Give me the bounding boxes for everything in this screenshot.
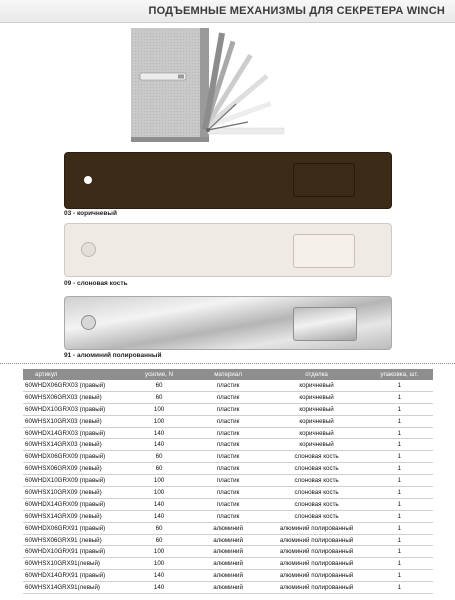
pack-cell: 1 [366, 415, 433, 427]
force-cell: 60 [129, 391, 188, 403]
mounting-hole-icon [84, 176, 92, 184]
force-cell: 140 [129, 510, 188, 522]
table-row [23, 439, 433, 451]
finish-cell: алюминий полированный [267, 582, 365, 594]
finish-cell: коричневый [267, 403, 365, 415]
table-row [23, 391, 433, 403]
article-cell: 60WHSX14GRX03 (левый) [23, 439, 129, 451]
table-row [23, 522, 433, 534]
finish-cell: алюминий полированный [267, 558, 365, 570]
force-cell: 100 [129, 546, 188, 558]
article-cell: 60WHDX10GRX03 (правый) [23, 403, 129, 415]
pack-cell: 1 [366, 475, 433, 487]
table-row [23, 380, 433, 391]
page-header [0, 0, 455, 23]
secretary-lid-opening-illustration [128, 26, 328, 146]
table-row [23, 534, 433, 546]
cabinet-body [131, 28, 205, 140]
finish-cell: слоновая кость [267, 487, 365, 499]
force-cell: 140 [129, 570, 188, 582]
article-cell: 60WHDX10GRX09 (правый) [23, 475, 129, 487]
material-cell: пластик [189, 498, 268, 510]
force-cell: 100 [129, 415, 188, 427]
material-cell: пластик [189, 475, 268, 487]
article-cell: 60WHSX06GRX91 (левый) [23, 534, 129, 546]
article-cell: 60WHDX06GRX09 (правый) [23, 451, 129, 463]
handle-recess [293, 307, 357, 341]
pack-cell: 1 [366, 582, 433, 594]
material-cell: пластик [189, 487, 268, 499]
article-cell: 60WHDX06GRX91 (правый) [23, 522, 129, 534]
material-cell: пластик [189, 463, 268, 475]
pack-cell: 1 [366, 439, 433, 451]
material-cell: пластик [189, 439, 268, 451]
table-row [23, 451, 433, 463]
finish-cell: слоновая кость [267, 475, 365, 487]
material-cell: алюминий [189, 582, 268, 594]
force-cell: 60 [129, 463, 188, 475]
column-header-pack: упаковка, шт. [366, 369, 433, 380]
force-cell: 100 [129, 558, 188, 570]
force-cell: 60 [129, 451, 188, 463]
table-row [23, 403, 433, 415]
swatch-aluminium [64, 296, 392, 350]
table-row [23, 582, 433, 594]
article-cell: 60WHDX06GRX03 (правый) [23, 380, 129, 391]
material-cell: алюминий [189, 534, 268, 546]
table-row [23, 415, 433, 427]
swatch-brown [64, 152, 392, 209]
pack-cell: 1 [366, 403, 433, 415]
finish-cell: алюминий полированный [267, 570, 365, 582]
finish-cell: коричневый [267, 415, 365, 427]
finish-cell: алюминий полированный [267, 546, 365, 558]
article-cell: 60WHSX10GRX09 (левый) [23, 487, 129, 499]
pack-cell: 1 [366, 391, 433, 403]
pack-cell: 1 [366, 570, 433, 582]
finish-cell: слоновая кость [267, 510, 365, 522]
pack-cell: 1 [366, 487, 433, 499]
force-cell: 140 [129, 498, 188, 510]
force-cell: 60 [129, 534, 188, 546]
page-title: ПОДЪЕМНЫЕ МЕХАНИЗМЫ ДЛЯ СЕКРЕТЕРА WINCH [148, 5, 445, 17]
article-cell: 60WHSX14GRX09 (левый) [23, 510, 129, 522]
force-cell: 100 [129, 487, 188, 499]
pack-cell: 1 [366, 510, 433, 522]
article-cell: 60WHDX10GRX91 (правый) [23, 546, 129, 558]
swatch-label-ivory: 09 - слоновая кость [64, 280, 128, 287]
finish-cell: коричневый [267, 391, 365, 403]
material-cell: пластик [189, 403, 268, 415]
finish-cell: алюминий полированный [267, 522, 365, 534]
table-row [23, 570, 433, 582]
material-cell: пластик [189, 391, 268, 403]
table-row [23, 558, 433, 570]
lid-positions [202, 32, 284, 134]
pack-cell: 1 [366, 380, 433, 391]
cabinet-lock [178, 75, 184, 79]
finish-cell: слоновая кость [267, 498, 365, 510]
material-cell: пластик [189, 510, 268, 522]
cabinet-base [131, 137, 209, 142]
force-cell: 100 [129, 475, 188, 487]
column-header-material: материал [189, 369, 268, 380]
force-cell: 140 [129, 582, 188, 594]
finish-cell: коричневый [267, 380, 365, 391]
finish-cell: слоновая кость [267, 451, 365, 463]
pack-cell: 1 [366, 522, 433, 534]
table-row [23, 498, 433, 510]
pack-cell: 1 [366, 463, 433, 475]
finish-cell: коричневый [267, 427, 365, 439]
swatch-label-aluminium: 91 - алюминий полированный [64, 352, 162, 359]
section-divider [0, 363, 455, 364]
article-cell: 60WHDX14GRX09 (правый) [23, 498, 129, 510]
article-cell: 60WHSX06GRX03 (левый) [23, 391, 129, 403]
table-row [23, 463, 433, 475]
pack-cell: 1 [366, 498, 433, 510]
swatch-ivory [64, 223, 392, 277]
handle-recess [293, 163, 355, 197]
material-cell: пластик [189, 427, 268, 439]
material-cell: алюминий [189, 570, 268, 582]
pack-cell: 1 [366, 558, 433, 570]
force-cell: 60 [129, 522, 188, 534]
pack-cell: 1 [366, 546, 433, 558]
material-cell: алюминий [189, 546, 268, 558]
force-cell: 100 [129, 403, 188, 415]
material-cell: алюминий [189, 558, 268, 570]
article-cell: 60WHDX14GRX03 (правый) [23, 427, 129, 439]
finish-cell: слоновая кость [267, 463, 365, 475]
article-cell: 60WHSX10GRX91(левый) [23, 558, 129, 570]
article-cell: 60WHSX06GRX09 (левый) [23, 463, 129, 475]
finish-cell: коричневый [267, 439, 365, 451]
pack-cell: 1 [366, 451, 433, 463]
force-cell: 140 [129, 439, 188, 451]
table-row [23, 427, 433, 439]
column-header-finish: отделка [267, 369, 365, 380]
column-header-article: артикул [23, 369, 129, 380]
handle-recess [293, 234, 355, 268]
finish-cell: алюминий полированный [267, 534, 365, 546]
mounting-hole-icon [81, 315, 96, 330]
pack-cell: 1 [366, 427, 433, 439]
article-cell: 60WHSX10GRX03 (левый) [23, 415, 129, 427]
material-cell: пластик [189, 380, 268, 391]
table-row [23, 510, 433, 522]
article-cell: 60WHDX14GRX91 (правый) [23, 570, 129, 582]
article-cell: 60WHSX14GRX91(левый) [23, 582, 129, 594]
table-header-row [23, 369, 433, 380]
material-cell: алюминий [189, 522, 268, 534]
material-cell: пластик [189, 451, 268, 463]
swatch-label-brown: 03 - коричневый [64, 210, 117, 217]
material-cell: пластик [189, 415, 268, 427]
spec-table [23, 369, 433, 594]
pack-cell: 1 [366, 534, 433, 546]
mounting-hole-icon [81, 242, 96, 257]
force-cell: 140 [129, 427, 188, 439]
table-row [23, 475, 433, 487]
force-cell: 60 [129, 380, 188, 391]
column-header-force: усилие, N [129, 369, 188, 380]
table-row [23, 546, 433, 558]
table-row [23, 487, 433, 499]
